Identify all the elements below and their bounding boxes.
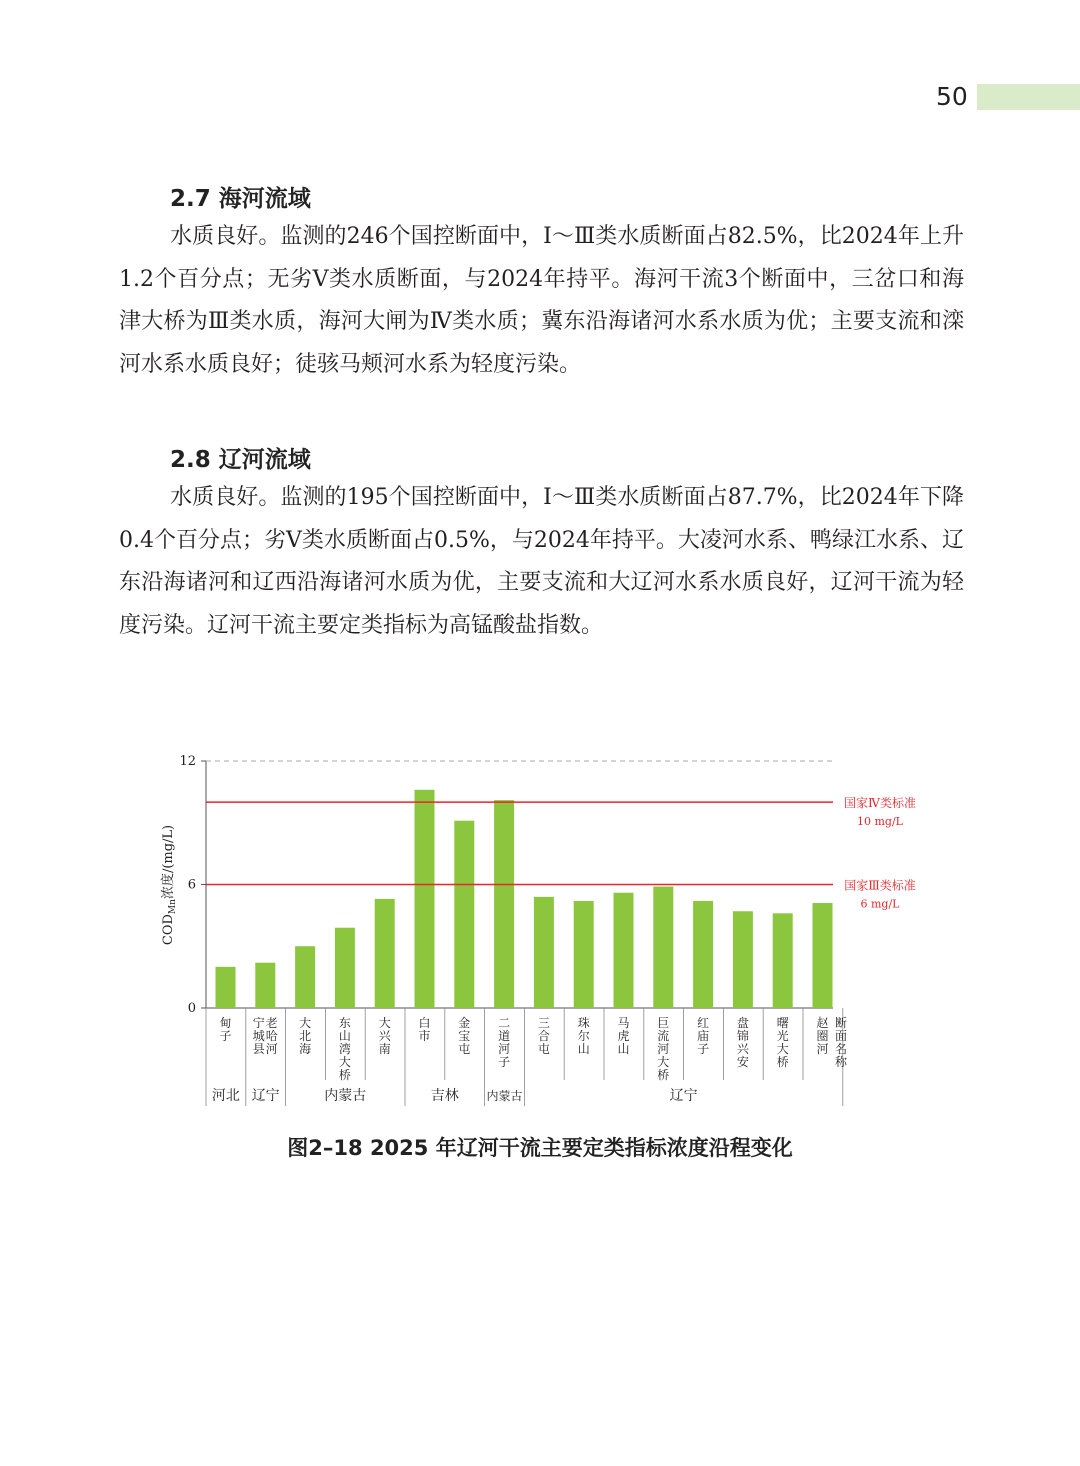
section-heading-haihe: 2.7 海河流域 — [170, 186, 311, 212]
x-axis-title-char: 面 — [834, 1029, 848, 1043]
reference-line-sublabel: 10 mg/L — [857, 815, 903, 829]
bar — [295, 946, 315, 1008]
region-label: 吉林 — [430, 1088, 459, 1104]
x-tick-label-char: 大 — [378, 1016, 391, 1030]
x-tick-label-char: 三 — [537, 1016, 550, 1030]
x-tick-label-char: 宝 — [458, 1029, 471, 1043]
x-tick-label-char: 屯 — [458, 1042, 471, 1056]
bar — [773, 913, 793, 1008]
x-tick-label-char: 老 — [265, 1016, 278, 1030]
x-tick-label-char: 东 — [338, 1016, 351, 1030]
bar — [574, 901, 594, 1008]
region-label: 辽宁 — [251, 1088, 280, 1104]
bar — [216, 967, 236, 1008]
y-tick-label: 12 — [179, 754, 196, 769]
x-tick-label-char: 红 — [697, 1016, 710, 1030]
paragraph-text: 水质良好。监测的246个国控断面中，Ⅰ～Ⅲ类水质断面占82.5%，比2024年上升1.2个百分点；无劣Ⅴ类水质断面，与2024年持平。海河干流3个断面中，三岔口和海津大桥为Ⅲ类水质，海河大闸为Ⅳ类水质；冀东沿海诸河水系水质为优；主要支流和滦河水系水质良好；徒骇马颊河水系为轻度污染。 — [119, 224, 964, 377]
x-tick-label-char: 河 — [816, 1042, 829, 1056]
y-axis-label-part: Mn — [168, 899, 178, 915]
x-tick-label-char: 南 — [378, 1042, 391, 1056]
x-tick-label-char: 桥 — [338, 1068, 351, 1082]
region-label: 河北 — [211, 1088, 240, 1104]
x-tick-label-char: 光 — [776, 1029, 789, 1043]
x-tick-label-char: 宁 — [252, 1016, 265, 1030]
region-label: 内蒙古 — [324, 1088, 367, 1104]
page-number: 50 — [936, 82, 968, 111]
y-tick-label: 6 — [187, 877, 196, 893]
x-tick-label-char: 哈 — [265, 1029, 278, 1043]
x-tick-label-char: 虎 — [617, 1029, 630, 1043]
bar — [415, 790, 435, 1008]
x-tick-label-char: 尔 — [577, 1029, 590, 1043]
bar — [653, 887, 673, 1008]
x-tick-label-char: 圈 — [816, 1029, 829, 1043]
x-tick-label-char: 白 — [418, 1016, 431, 1030]
x-tick-label-char: 山 — [577, 1042, 590, 1056]
section-paragraph-haihe — [119, 216, 964, 386]
x-tick-label-char: 县 — [252, 1042, 265, 1056]
x-axis-title-char: 名 — [834, 1042, 848, 1056]
x-tick-label-char: 湾 — [338, 1042, 351, 1056]
bar — [375, 899, 395, 1008]
x-tick-label-char: 曙 — [776, 1016, 789, 1030]
x-axis-title-char: 称 — [834, 1055, 848, 1069]
x-tick-label-char: 兴 — [736, 1042, 749, 1056]
region-label: 辽宁 — [669, 1088, 698, 1104]
bar — [335, 928, 355, 1008]
x-tick-label-char: 金 — [458, 1016, 471, 1030]
bar — [693, 901, 713, 1008]
x-tick-label-char: 山 — [617, 1042, 630, 1056]
section-paragraph-liaohe — [119, 477, 964, 647]
x-tick-label-char: 北 — [299, 1029, 312, 1043]
reference-line-label: 国家Ⅳ类标准 — [844, 796, 916, 811]
x-tick-label-char: 珠 — [577, 1016, 590, 1030]
reference-line-sublabel: 6 mg/L — [860, 897, 900, 911]
x-tick-label-char: 子 — [498, 1055, 511, 1069]
figure-caption: 图2–18 2025 年辽河干流主要定类指标浓度沿程变化 — [287, 1136, 793, 1160]
x-tick-label-char: 赵 — [816, 1016, 829, 1030]
bar — [733, 911, 753, 1008]
x-tick-label-char: 山 — [338, 1029, 351, 1043]
x-tick-label-char: 城 — [252, 1029, 265, 1043]
bar — [534, 897, 554, 1008]
section-heading-liaohe: 2.8 辽河流域 — [170, 447, 311, 473]
x-tick-label-char: 巨 — [657, 1016, 670, 1030]
x-tick-label-char: 子 — [219, 1029, 232, 1043]
y-axis-label-part: COD — [161, 914, 176, 946]
region-label: 内蒙古 — [486, 1089, 523, 1103]
x-tick-label-char: 流 — [657, 1029, 670, 1043]
x-tick-label-char: 河 — [498, 1042, 511, 1056]
x-tick-label-char: 安 — [736, 1055, 749, 1069]
x-tick-label-char: 甸 — [219, 1016, 232, 1030]
reference-line-label: 国家Ⅲ类标准 — [844, 878, 916, 893]
x-tick-label-char: 盘 — [736, 1016, 749, 1030]
x-tick-label-char: 合 — [537, 1029, 550, 1043]
x-tick-label-char: 兴 — [378, 1029, 391, 1043]
bar — [614, 893, 634, 1008]
x-tick-label-char: 道 — [498, 1029, 511, 1043]
x-tick-label-char: 大 — [338, 1055, 351, 1069]
y-tick-label: 0 — [187, 1001, 196, 1016]
cod-concentration-bar-chart — [0, 740, 1080, 1120]
y-axis-label-part: 浓度/(mg/L) — [161, 824, 176, 900]
x-tick-label-char: 河 — [657, 1042, 670, 1056]
bar — [454, 821, 474, 1008]
x-tick-label-char: 屯 — [537, 1042, 550, 1056]
bar — [813, 903, 833, 1008]
paragraph-text: 水质良好。监测的195个国控断面中，Ⅰ～Ⅲ类水质断面占87.7%，比2024年下降0.4个百分点；劣Ⅴ类水质断面占0.5%，与2024年持平。大凌河水系、鸭绿江水系、辽东沿海诸河和辽西沿海诸河水质为优，主要支流和大辽河水系水质良好，辽河干流为轻度污染。辽河干流主要定类指标为高锰酸盐指数。 — [119, 485, 964, 638]
x-tick-label-char: 马 — [617, 1016, 630, 1030]
y-axis-label — [160, 825, 178, 945]
x-tick-label-char: 子 — [697, 1042, 710, 1056]
page-tab — [977, 84, 1080, 110]
x-tick-label-char: 大 — [299, 1016, 312, 1030]
x-tick-label-char: 大 — [657, 1055, 670, 1069]
x-tick-label-char: 河 — [265, 1042, 278, 1056]
x-tick-label-char: 大 — [776, 1042, 789, 1056]
x-tick-label-char: 海 — [299, 1042, 312, 1056]
bar — [255, 963, 275, 1008]
x-tick-label-char: 市 — [418, 1029, 431, 1043]
x-axis-title-char: 断 — [834, 1016, 848, 1030]
x-tick-label-char: 二 — [498, 1016, 511, 1030]
x-tick-label-char: 桥 — [657, 1068, 670, 1082]
x-tick-label-char: 桥 — [776, 1055, 789, 1069]
bar — [494, 800, 514, 1008]
x-tick-label-char: 锦 — [736, 1029, 749, 1043]
x-tick-label-char: 庙 — [697, 1029, 710, 1043]
